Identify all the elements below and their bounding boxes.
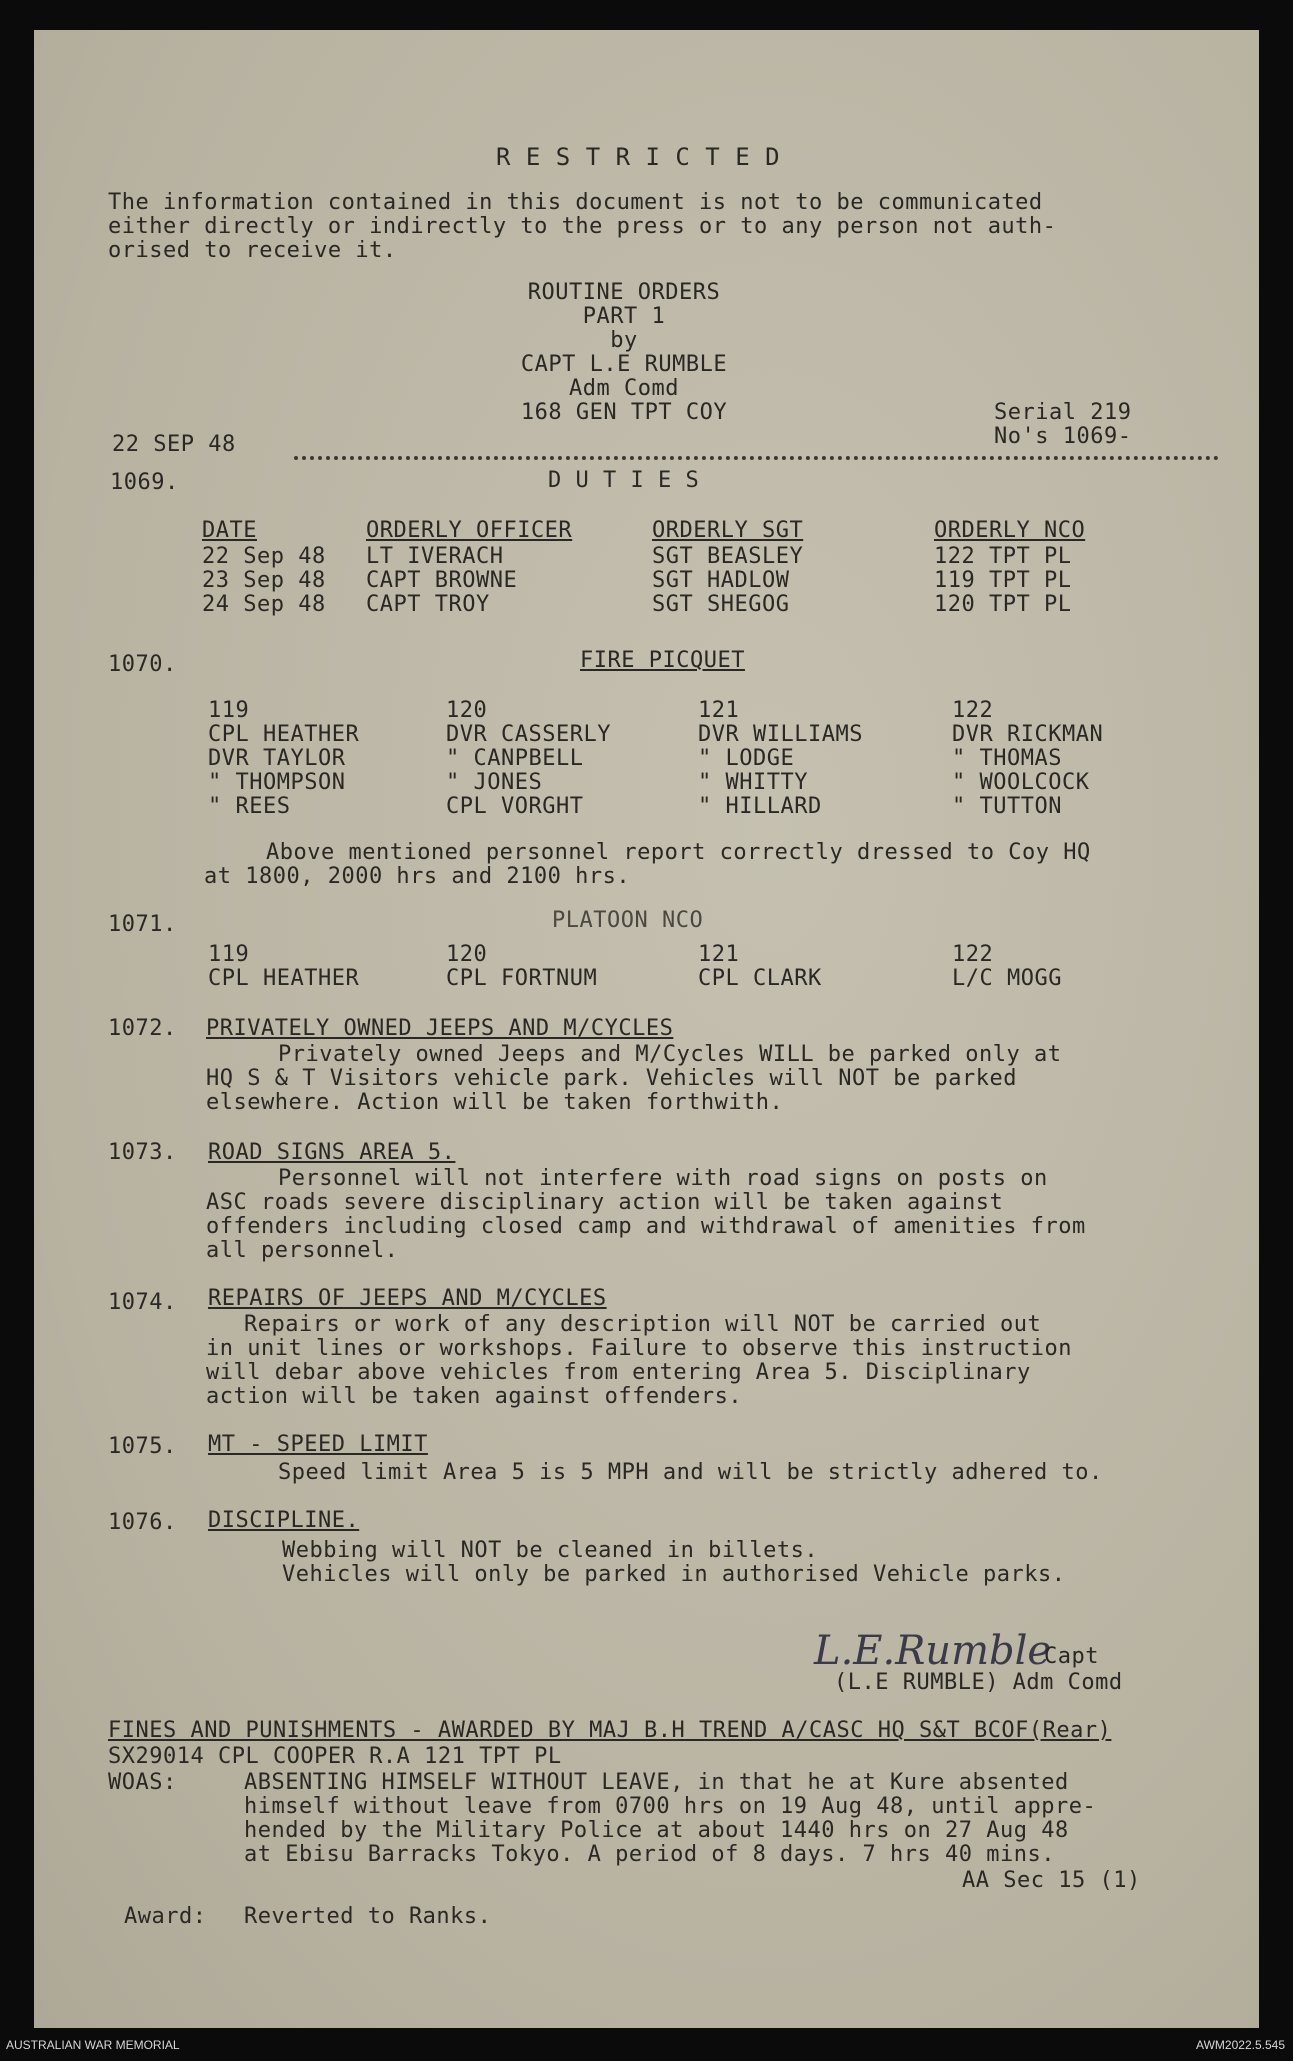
- order-number-1069: 1069.: [110, 470, 179, 495]
- notice-line-3: orised to receive it.: [108, 238, 397, 263]
- picquet-platoon: 122: [952, 698, 994, 723]
- picquet-platoon: 121: [698, 698, 740, 723]
- picquet-name: " TUTTON: [952, 794, 1062, 819]
- fines-section: AA Sec 15 (1): [962, 1868, 1141, 1893]
- fines-heading: FINES AND PUNISHMENTS - AWARDED BY MAJ B.H TREND A/CASC HQ S&T BCOF(Rear): [108, 1718, 1112, 1743]
- notice-line-1: The information contained in this document is not to be communicated: [108, 190, 1043, 215]
- title-unit: 168 GEN TPT COY: [520, 400, 728, 425]
- picquet-name: " THOMPSON: [208, 770, 346, 795]
- platoon-number: 119: [208, 942, 250, 967]
- duties-row-officer: CAPT BROWNE: [366, 568, 518, 593]
- duties-row-sgt: SGT HADLOW: [652, 568, 790, 593]
- order-number-1074: 1074.: [108, 1290, 177, 1315]
- order-number-1073: 1073.: [108, 1140, 177, 1165]
- speed-limit-text: Speed limit Area 5 is 5 MPH and will be strictly adhered to.: [278, 1460, 1103, 1485]
- road-signs-heading: ROAD SIGNS AREA 5.: [208, 1140, 456, 1165]
- duties-row-officer: LT IVERACH: [366, 544, 504, 569]
- footer-source: AUSTRALIAN WAR MEMORIAL: [6, 2038, 180, 2052]
- duties-row-nco: 119 TPT PL: [934, 568, 1072, 593]
- picquet-name: " CANPBELL: [446, 746, 584, 771]
- signature-scrawl: L.E.Rumble: [814, 1628, 1052, 1674]
- platoon-nco-heading: PLATOON NCO: [552, 908, 704, 933]
- picquet-name: DVR CASSERLY: [446, 722, 611, 747]
- road-signs-text-line: Personnel will not interfere with road signs on posts on: [278, 1166, 1048, 1191]
- title-routine-orders: ROUTINE ORDERS: [527, 280, 721, 305]
- platoon-number: 122: [952, 942, 994, 967]
- fines-offence-line: at Ebisu Barracks Tokyo. A period of 8 days. 7 hrs 40 mins.: [244, 1842, 1055, 1867]
- duties-row-date: 24 Sep 48: [202, 592, 326, 617]
- fines-offence-line: hended by the Military Police at about 1440 hrs on 27 Aug 48: [244, 1818, 1069, 1843]
- fines-offence-label: WOAS:: [108, 1770, 177, 1795]
- jeeps-text-line: HQ S & T Visitors vehicle park. Vehicles will NOT be parked: [206, 1066, 1017, 1091]
- order-date: 22 SEP 48: [112, 432, 236, 457]
- picquet-name: " WOOLCOCK: [952, 770, 1090, 795]
- duties-col-nco: ORDERLY NCO: [934, 518, 1086, 543]
- duties-heading: D U T I E S: [548, 468, 700, 493]
- order-number-1070: 1070.: [108, 652, 177, 677]
- road-signs-text-line: ASC roads severe disciplinary action will be taken against: [206, 1190, 1004, 1215]
- repairs-text-line: action will be taken against offenders.: [206, 1384, 743, 1409]
- title-by: by: [610, 328, 638, 353]
- platoon-number: 120: [446, 942, 488, 967]
- picquet-name: " THOMAS: [952, 746, 1062, 771]
- platoon-nco-name: L/C MOGG: [952, 966, 1062, 991]
- duties-row-date: 23 Sep 48: [202, 568, 326, 593]
- picquet-platoon: 120: [446, 698, 488, 723]
- duties-row-date: 22 Sep 48: [202, 544, 326, 569]
- title-role: Adm Comd: [569, 376, 679, 401]
- fines-offence-line: ABSENTING HIMSELF WITHOUT LEAVE, in that he at Kure absented: [244, 1770, 1069, 1795]
- dotted-separator: [294, 456, 1219, 460]
- platoon-number: 121: [698, 942, 740, 967]
- picquet-name: " LODGE: [698, 746, 795, 771]
- platoon-nco-name: CPL HEATHER: [208, 966, 360, 991]
- road-signs-text-line: all personnel.: [206, 1238, 399, 1263]
- discipline-text-line: Vehicles will only be parked in authorised Vehicle parks.: [282, 1562, 1066, 1587]
- picquet-name: " WHITTY: [698, 770, 808, 795]
- road-signs-text-line: offenders including closed camp and withdrawal of amenities from: [206, 1214, 1086, 1239]
- title-commander: CAPT L.E RUMBLE: [520, 352, 728, 377]
- picquet-name: CPL HEATHER: [208, 722, 360, 747]
- signature-rank: Capt: [1044, 1644, 1099, 1669]
- fines-soldier: SX29014 CPL COOPER R.A 121 TPT PL: [108, 1744, 562, 1769]
- award-label: Award:: [124, 1904, 207, 1929]
- award-text: Reverted to Ranks.: [244, 1904, 492, 1929]
- duties-row-sgt: SGT BEASLEY: [652, 544, 804, 569]
- classification-heading: R E S T R I C T E D: [496, 143, 781, 171]
- fire-picquet-heading: FIRE PICQUET: [580, 648, 745, 673]
- platoon-nco-name: CPL FORTNUM: [446, 966, 598, 991]
- fines-offence-line: himself without leave from 0700 hrs on 19 Aug 48, until appre-: [244, 1794, 1097, 1819]
- platoon-nco-name: CPL CLARK: [698, 966, 822, 991]
- discipline-heading: DISCIPLINE.: [208, 1508, 360, 1533]
- duties-col-officer: ORDERLY OFFICER: [366, 518, 573, 543]
- picquet-name: DVR TAYLOR: [208, 746, 346, 771]
- repairs-heading: REPAIRS OF JEEPS AND M/CYCLES: [208, 1286, 607, 1311]
- order-number-1075: 1075.: [108, 1434, 177, 1459]
- jeeps-text-line: elsewhere. Action will be taken forthwith.: [206, 1090, 784, 1115]
- duties-row-sgt: SGT SHEGOG: [652, 592, 790, 617]
- order-numbers: No's 1069-: [994, 424, 1132, 449]
- duties-row-nco: 120 TPT PL: [934, 592, 1072, 617]
- document-page: [34, 30, 1259, 2028]
- discipline-text-line: Webbing will NOT be cleaned in billets.: [282, 1538, 819, 1563]
- picquet-note-line-1: Above mentioned personnel report correctly dressed to Coy HQ: [266, 840, 1091, 865]
- duties-col-sgt: ORDERLY SGT: [652, 518, 804, 543]
- speed-limit-heading: MT - SPEED LIMIT: [208, 1432, 428, 1457]
- signature-name: (L.E RUMBLE) Adm Comd: [834, 1670, 1123, 1695]
- picquet-name: DVR RICKMAN: [952, 722, 1104, 747]
- duties-row-officer: CAPT TROY: [366, 592, 490, 617]
- duties-col-date: DATE: [202, 518, 257, 543]
- order-number-1076: 1076.: [108, 1510, 177, 1535]
- jeeps-heading: PRIVATELY OWNED JEEPS AND M/CYCLES: [206, 1016, 674, 1041]
- picquet-name: " HILLARD: [698, 794, 822, 819]
- jeeps-text-line: Privately owned Jeeps and M/Cycles WILL be parked only at: [278, 1042, 1062, 1067]
- serial-number: Serial 219: [994, 400, 1132, 425]
- picquet-name: " REES: [208, 794, 291, 819]
- repairs-text-line: in unit lines or workshops. Failure to observe this instruction: [206, 1336, 1072, 1361]
- notice-line-2: either directly or indirectly to the press or to any person not auth-: [108, 214, 1057, 239]
- picquet-name: DVR WILLIAMS: [698, 722, 863, 747]
- repairs-text-line: Repairs or work of any description will NOT be carried out: [244, 1312, 1042, 1337]
- archive-footer: [0, 2030, 1293, 2061]
- title-part: PART 1: [582, 304, 666, 329]
- picquet-name: " JONES: [446, 770, 543, 795]
- duties-row-nco: 122 TPT PL: [934, 544, 1072, 569]
- footer-accession: AWM2022.5.545: [1196, 2038, 1285, 2052]
- picquet-note-line-2: at 1800, 2000 hrs and 2100 hrs.: [204, 864, 631, 889]
- repairs-text-line: will debar above vehicles from entering Area 5. Disciplinary: [206, 1360, 1031, 1385]
- order-number-1071: 1071.: [108, 912, 177, 937]
- order-number-1072: 1072.: [108, 1016, 177, 1041]
- picquet-platoon: 119: [208, 698, 250, 723]
- picquet-name: CPL VORGHT: [446, 794, 584, 819]
